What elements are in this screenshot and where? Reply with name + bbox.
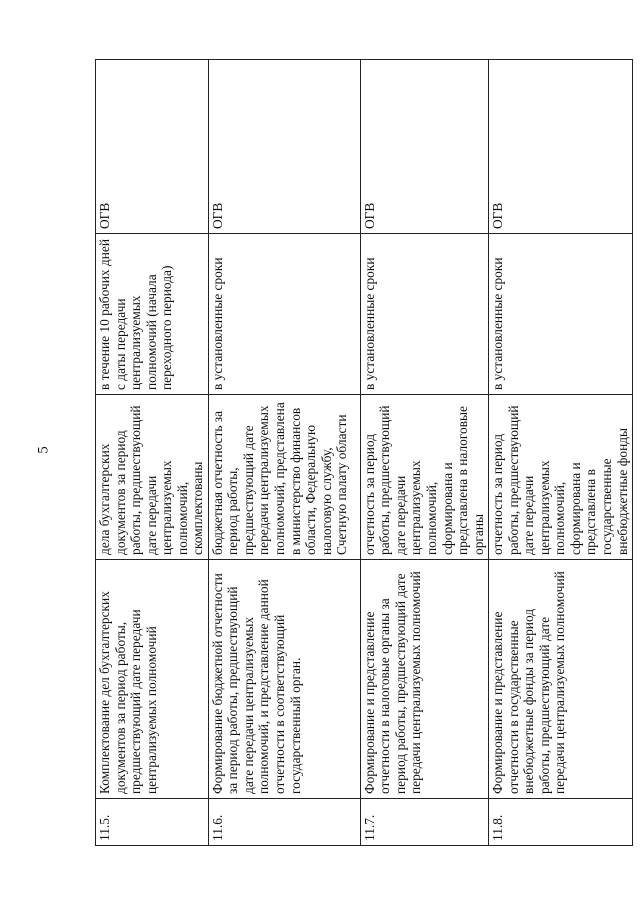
table-row [96, 60, 209, 846]
action-cell: Комплектование дел бухгалтерских документов за период работы, предшествующий дате передачи централизуемых полномочий [96, 560, 209, 799]
executor-cell: ОГВ [96, 60, 209, 234]
action-cell: Формирование бюджетной отчетности за период работы, предшествующий дате передачи централизуемых полномочий, и представление данной отчетности в соответствующий государственный орган. [208, 560, 360, 799]
row-number-cell: 11.7. [360, 799, 488, 846]
result-cell: дела бухгалтерских документов за период работы, предшествующий дате передачи централизуемых полномочий, скомплектованы [96, 395, 209, 560]
action-cell: Формирование и представление отчетности в государственные внебюджетные фонды за период работы, предшествующий дате передачи централизуемых полномочий [489, 560, 633, 799]
table-row [489, 60, 633, 846]
deadline-cell: в установленные сроки [360, 234, 488, 395]
executor-cell: ОГВ [360, 60, 488, 234]
plan-table [95, 59, 633, 846]
executor-cell: ОГВ [489, 60, 633, 234]
deadline-cell: в установленные сроки [489, 234, 633, 395]
table-row [360, 60, 488, 846]
executor-cell: ОГВ [208, 60, 360, 234]
row-number-cell: 11.8. [489, 799, 633, 846]
result-cell: бюджетная отчетность за период работы, предшествующий дате передачи централизуемых полномочий, представлена в министерство финансов области, Федеральную налоговую службу, Счетную палату области [208, 395, 360, 560]
row-number-cell: 11.5. [96, 799, 209, 846]
table-row [208, 60, 360, 846]
deadline-cell: в течение 10 рабочих дней с даты передачи централизуемых полномочий (начала переходного периода) [96, 234, 209, 395]
page-number: 5 [35, 446, 52, 454]
deadline-cell: в установленные сроки [208, 234, 360, 395]
result-cell: отчетность за период работы, предшествующий дате передачи централизуемых полномочий, сформирована и представлена в налоговые органы [360, 395, 488, 560]
row-number-cell: 11.6. [208, 799, 360, 846]
rotated-table-container [95, 60, 630, 846]
action-cell: Формирование и представление отчетности в налоговые органы за период работы, предшествующий дате передачи централизуемых полномочий [360, 560, 488, 799]
result-cell: отчетность за период работы, предшествующий дате передачи централизуемых полномочий, сформирована и представлена в государственные внебюджетные фонды [489, 395, 633, 560]
